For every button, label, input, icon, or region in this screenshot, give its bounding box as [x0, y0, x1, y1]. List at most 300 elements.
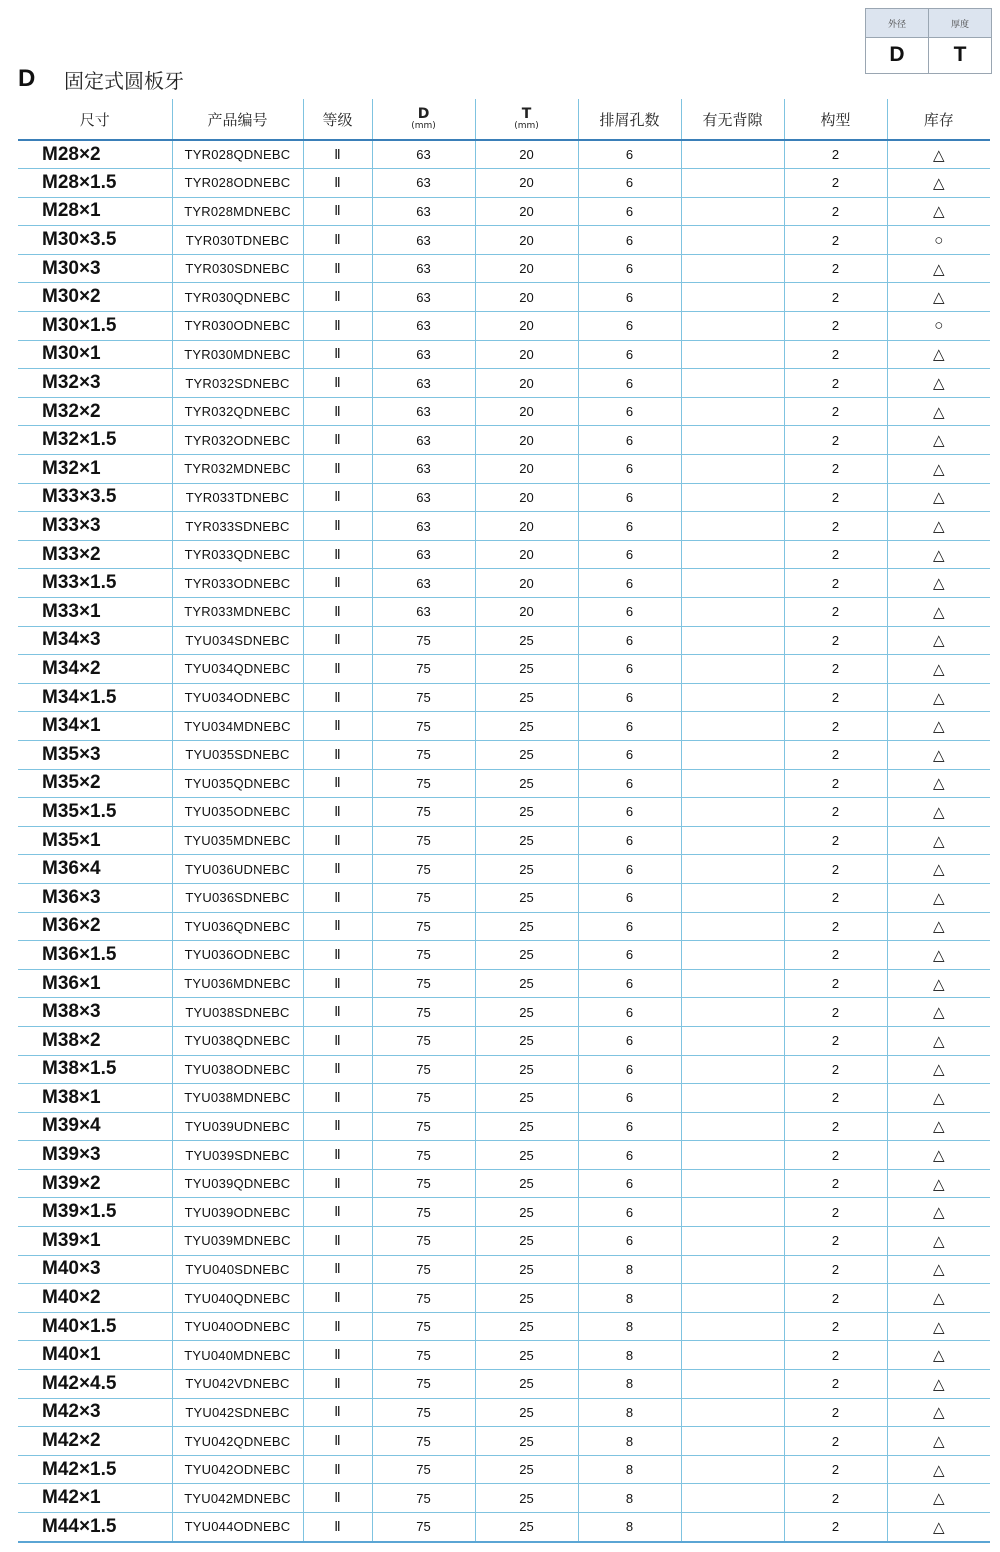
d-cell: 75 — [372, 769, 475, 798]
d-cell: 63 — [372, 455, 475, 484]
backlash-cell — [681, 969, 784, 998]
col-header-t — [475, 99, 578, 140]
size-cell: M33×3 — [18, 512, 172, 541]
size-cell: M42×1 — [18, 1484, 172, 1513]
table-row — [18, 455, 990, 484]
t-cell: 25 — [475, 1055, 578, 1084]
t-cell: 25 — [475, 1026, 578, 1055]
d-cell: 63 — [372, 483, 475, 512]
backlash-cell — [681, 1084, 784, 1113]
chip-holes-cell: 6 — [578, 683, 681, 712]
table-row — [18, 1513, 990, 1542]
grade-cell: Ⅱ — [303, 1370, 372, 1399]
chip-holes-cell: 6 — [578, 226, 681, 255]
t-cell: 20 — [475, 197, 578, 226]
stock-cell: △ — [887, 1112, 990, 1141]
backlash-cell — [681, 712, 784, 741]
chip-holes-cell: 6 — [578, 455, 681, 484]
table-header-row — [18, 99, 990, 140]
table-row — [18, 1398, 990, 1427]
type-cell: 2 — [784, 1055, 887, 1084]
stock-cell: △ — [887, 1284, 990, 1313]
grade-cell: Ⅱ — [303, 1427, 372, 1456]
stock-cell: △ — [887, 998, 990, 1027]
type-cell: 2 — [784, 455, 887, 484]
table-row — [18, 1112, 990, 1141]
table-row — [18, 540, 990, 569]
product-code-cell: TYU042SDNEBC — [172, 1398, 303, 1427]
d-cell: 75 — [372, 998, 475, 1027]
chip-holes-cell: 6 — [578, 1227, 681, 1256]
stock-cell: △ — [887, 740, 990, 769]
t-cell: 20 — [475, 512, 578, 541]
t-cell: 20 — [475, 369, 578, 398]
backlash-cell — [681, 683, 784, 712]
grade-cell: Ⅱ — [303, 912, 372, 941]
type-cell: 2 — [784, 512, 887, 541]
type-cell: 2 — [784, 197, 887, 226]
col-header-d — [372, 99, 475, 140]
grade-cell: Ⅱ — [303, 569, 372, 598]
d-cell: 75 — [372, 1312, 475, 1341]
dims-value-t: T — [953, 43, 967, 66]
type-cell: 2 — [784, 340, 887, 369]
product-code-cell: TYR032QDNEBC — [172, 397, 303, 426]
backlash-cell — [681, 1169, 784, 1198]
backlash-cell — [681, 455, 784, 484]
d-cell: 63 — [372, 312, 475, 341]
dimension-legend-box — [865, 8, 992, 74]
d-cell: 75 — [372, 855, 475, 884]
stock-cell: △ — [887, 340, 990, 369]
dims-divider — [928, 9, 929, 73]
backlash-cell — [681, 540, 784, 569]
table-row — [18, 283, 990, 312]
type-cell: 2 — [784, 1284, 887, 1313]
chip-holes-cell: 6 — [578, 312, 681, 341]
chip-holes-cell: 6 — [578, 254, 681, 283]
grade-cell: Ⅱ — [303, 1227, 372, 1256]
d-cell: 63 — [372, 426, 475, 455]
d-cell: 75 — [372, 1341, 475, 1370]
chip-holes-cell: 8 — [578, 1427, 681, 1456]
d-cell: 75 — [372, 1284, 475, 1313]
stock-cell: △ — [887, 1513, 990, 1542]
table-row — [18, 1198, 990, 1227]
type-cell: 2 — [784, 312, 887, 341]
type-cell: 2 — [784, 769, 887, 798]
size-cell: M28×1.5 — [18, 169, 172, 198]
t-cell: 25 — [475, 626, 578, 655]
chip-holes-cell: 6 — [578, 569, 681, 598]
product-code-cell: TYR030ODNEBC — [172, 312, 303, 341]
stock-cell: △ — [887, 798, 990, 827]
product-code-cell: TYR032ODNEBC — [172, 426, 303, 455]
t-cell: 25 — [475, 712, 578, 741]
grade-cell: Ⅱ — [303, 254, 372, 283]
size-cell: M28×2 — [18, 140, 172, 169]
stock-cell: △ — [887, 1141, 990, 1170]
table-row — [18, 483, 990, 512]
backlash-cell — [681, 1370, 784, 1399]
stock-cell: △ — [887, 1398, 990, 1427]
type-cell: 2 — [784, 798, 887, 827]
table-row — [18, 254, 990, 283]
d-cell: 75 — [372, 740, 475, 769]
chip-holes-cell: 6 — [578, 883, 681, 912]
grade-cell: Ⅱ — [303, 169, 372, 198]
type-cell: 2 — [784, 1484, 887, 1513]
table-row — [18, 598, 990, 627]
product-code-cell: TYU034ODNEBC — [172, 683, 303, 712]
t-cell: 25 — [475, 1255, 578, 1284]
product-code-cell: TYU038QDNEBC — [172, 1026, 303, 1055]
type-cell: 2 — [784, 397, 887, 426]
type-cell: 2 — [784, 1112, 887, 1141]
t-cell: 25 — [475, 912, 578, 941]
d-cell: 63 — [372, 512, 475, 541]
grade-cell: Ⅱ — [303, 740, 372, 769]
grade-cell: Ⅱ — [303, 1341, 372, 1370]
table-row — [18, 512, 990, 541]
backlash-cell — [681, 1112, 784, 1141]
stock-cell: △ — [887, 1084, 990, 1113]
product-code-cell: TYU044ODNEBC — [172, 1513, 303, 1542]
size-cell: M35×1.5 — [18, 798, 172, 827]
product-code-cell: TYU036SDNEBC — [172, 883, 303, 912]
t-cell: 20 — [475, 169, 578, 198]
product-code-cell: TYU040SDNEBC — [172, 1255, 303, 1284]
stock-cell: △ — [887, 169, 990, 198]
type-cell: 2 — [784, 1455, 887, 1484]
col-header-type: 构型 — [784, 99, 887, 140]
backlash-cell — [681, 369, 784, 398]
table-row — [18, 1284, 990, 1313]
size-cell: M38×1 — [18, 1084, 172, 1113]
grade-cell: Ⅱ — [303, 1255, 372, 1284]
stock-cell: △ — [887, 1198, 990, 1227]
product-code-cell: TYR033SDNEBC — [172, 512, 303, 541]
type-cell: 2 — [784, 569, 887, 598]
backlash-cell — [681, 312, 784, 341]
grade-cell: Ⅱ — [303, 1198, 372, 1227]
backlash-cell — [681, 254, 784, 283]
stock-cell: △ — [887, 197, 990, 226]
d-cell: 63 — [372, 569, 475, 598]
col-header-d-label: D — [417, 106, 430, 122]
chip-holes-cell: 6 — [578, 769, 681, 798]
size-cell: M40×1 — [18, 1341, 172, 1370]
backlash-cell — [681, 740, 784, 769]
chip-holes-cell: 6 — [578, 826, 681, 855]
size-cell: M32×1.5 — [18, 426, 172, 455]
grade-cell: Ⅱ — [303, 798, 372, 827]
grade-cell: Ⅱ — [303, 855, 372, 884]
size-cell: M34×1 — [18, 712, 172, 741]
d-cell: 63 — [372, 254, 475, 283]
table-row — [18, 569, 990, 598]
t-cell: 25 — [475, 1169, 578, 1198]
backlash-cell — [681, 798, 784, 827]
chip-holes-cell: 6 — [578, 1026, 681, 1055]
product-code-cell: TYR030QDNEBC — [172, 283, 303, 312]
t-cell: 20 — [475, 540, 578, 569]
grade-cell: Ⅱ — [303, 426, 372, 455]
d-cell: 63 — [372, 283, 475, 312]
backlash-cell — [681, 1398, 784, 1427]
backlash-cell — [681, 1312, 784, 1341]
backlash-cell — [681, 1284, 784, 1313]
backlash-cell — [681, 912, 784, 941]
grade-cell: Ⅱ — [303, 1169, 372, 1198]
size-cell: M34×2 — [18, 655, 172, 684]
t-cell: 20 — [475, 283, 578, 312]
backlash-cell — [681, 626, 784, 655]
t-cell: 25 — [475, 1427, 578, 1456]
t-cell: 20 — [475, 426, 578, 455]
col-header-d-unit: (mm) — [411, 121, 436, 131]
stock-cell: △ — [887, 540, 990, 569]
product-code-cell: TYU035ODNEBC — [172, 798, 303, 827]
t-cell: 25 — [475, 798, 578, 827]
t-cell: 25 — [475, 1312, 578, 1341]
d-cell: 75 — [372, 1169, 475, 1198]
product-code-cell: TYU042MDNEBC — [172, 1484, 303, 1513]
d-cell: 75 — [372, 1455, 475, 1484]
table-row — [18, 340, 990, 369]
size-cell: M33×3.5 — [18, 483, 172, 512]
d-cell: 75 — [372, 1398, 475, 1427]
backlash-cell — [681, 941, 784, 970]
t-cell: 20 — [475, 455, 578, 484]
size-cell: M40×2 — [18, 1284, 172, 1313]
grade-cell: Ⅱ — [303, 1312, 372, 1341]
grade-cell: Ⅱ — [303, 226, 372, 255]
product-code-cell: TYU038MDNEBC — [172, 1084, 303, 1113]
chip-holes-cell: 6 — [578, 798, 681, 827]
t-cell: 25 — [475, 683, 578, 712]
d-cell: 75 — [372, 1084, 475, 1113]
table-row — [18, 1455, 990, 1484]
chip-holes-cell: 6 — [578, 598, 681, 627]
type-cell: 2 — [784, 426, 887, 455]
chip-holes-cell: 8 — [578, 1341, 681, 1370]
grade-cell: Ⅱ — [303, 655, 372, 684]
chip-holes-cell: 6 — [578, 512, 681, 541]
size-cell: M30×1 — [18, 340, 172, 369]
col-header-stock: 库存 — [887, 99, 990, 140]
product-code-cell: TYU036ODNEBC — [172, 941, 303, 970]
col-header-chip-holes: 排屑孔数 — [578, 99, 681, 140]
product-code-cell: TYU039SDNEBC — [172, 1141, 303, 1170]
chip-holes-cell: 6 — [578, 540, 681, 569]
product-code-cell: TYR030TDNEBC — [172, 226, 303, 255]
dims-divider — [866, 37, 991, 38]
type-cell: 2 — [784, 283, 887, 312]
table-row — [18, 1055, 990, 1084]
size-cell: M35×2 — [18, 769, 172, 798]
table-row — [18, 226, 990, 255]
table-row — [18, 169, 990, 198]
size-cell: M32×1 — [18, 455, 172, 484]
t-cell: 20 — [475, 340, 578, 369]
type-cell: 2 — [784, 941, 887, 970]
d-cell: 75 — [372, 969, 475, 998]
t-cell: 20 — [475, 140, 578, 169]
type-cell: 2 — [784, 655, 887, 684]
stock-cell: △ — [887, 1255, 990, 1284]
grade-cell: Ⅱ — [303, 312, 372, 341]
stock-cell: △ — [887, 598, 990, 627]
size-cell: M42×1.5 — [18, 1455, 172, 1484]
stock-cell: △ — [887, 569, 990, 598]
size-cell: M42×3 — [18, 1398, 172, 1427]
type-cell: 2 — [784, 540, 887, 569]
size-cell: M35×1 — [18, 826, 172, 855]
t-cell: 25 — [475, 1141, 578, 1170]
stock-cell: ○ — [887, 312, 990, 341]
table-row — [18, 969, 990, 998]
grade-cell: Ⅱ — [303, 598, 372, 627]
backlash-cell — [681, 397, 784, 426]
chip-holes-cell: 6 — [578, 655, 681, 684]
size-cell: M40×3 — [18, 1255, 172, 1284]
stock-cell: ○ — [887, 226, 990, 255]
grade-cell: Ⅱ — [303, 283, 372, 312]
stock-cell: △ — [887, 855, 990, 884]
d-cell: 63 — [372, 169, 475, 198]
table-bottom-rule — [18, 1541, 990, 1543]
table-row — [18, 1227, 990, 1256]
product-code-cell: TYU035QDNEBC — [172, 769, 303, 798]
table-row — [18, 683, 990, 712]
product-code-cell: TYU034SDNEBC — [172, 626, 303, 655]
stock-cell: △ — [887, 969, 990, 998]
backlash-cell — [681, 483, 784, 512]
table-row — [18, 1255, 990, 1284]
backlash-cell — [681, 1227, 784, 1256]
chip-holes-cell: 6 — [578, 283, 681, 312]
table-row — [18, 1026, 990, 1055]
backlash-cell — [681, 655, 784, 684]
col-header-product-code: 产品编号 — [172, 99, 303, 140]
size-cell: M39×2 — [18, 1169, 172, 1198]
type-cell: 2 — [784, 254, 887, 283]
grade-cell: Ⅱ — [303, 969, 372, 998]
type-cell: 2 — [784, 1341, 887, 1370]
backlash-cell — [681, 1427, 784, 1456]
backlash-cell — [681, 1255, 784, 1284]
type-cell: 2 — [784, 1169, 887, 1198]
t-cell: 25 — [475, 855, 578, 884]
col-header-size: 尺寸 — [18, 99, 172, 140]
type-cell: 2 — [784, 1427, 887, 1456]
chip-holes-cell: 6 — [578, 1055, 681, 1084]
grade-cell: Ⅱ — [303, 397, 372, 426]
grade-cell: Ⅱ — [303, 1026, 372, 1055]
chip-holes-cell: 6 — [578, 1141, 681, 1170]
type-cell: 2 — [784, 1370, 887, 1399]
product-code-cell: TYR033MDNEBC — [172, 598, 303, 627]
chip-holes-cell: 6 — [578, 483, 681, 512]
chip-holes-cell: 8 — [578, 1284, 681, 1313]
product-code-cell: TYU036MDNEBC — [172, 969, 303, 998]
type-cell: 2 — [784, 626, 887, 655]
product-code-cell: TYU040ODNEBC — [172, 1312, 303, 1341]
stock-cell: △ — [887, 397, 990, 426]
product-code-cell: TYU035MDNEBC — [172, 826, 303, 855]
chip-holes-cell: 6 — [578, 340, 681, 369]
product-code-cell: TYR033TDNEBC — [172, 483, 303, 512]
d-cell: 75 — [372, 798, 475, 827]
size-cell: M44×1.5 — [18, 1513, 172, 1542]
grade-cell: Ⅱ — [303, 998, 372, 1027]
backlash-cell — [681, 1341, 784, 1370]
t-cell: 25 — [475, 998, 578, 1027]
size-cell: M30×3.5 — [18, 226, 172, 255]
d-cell: 75 — [372, 1227, 475, 1256]
table-row — [18, 1312, 990, 1341]
grade-cell: Ⅱ — [303, 1484, 372, 1513]
table-row — [18, 769, 990, 798]
grade-cell: Ⅱ — [303, 1513, 372, 1542]
stock-cell: △ — [887, 912, 990, 941]
t-cell: 20 — [475, 254, 578, 283]
product-code-cell: TYR032SDNEBC — [172, 369, 303, 398]
t-cell: 25 — [475, 655, 578, 684]
t-cell: 25 — [475, 1284, 578, 1313]
size-cell: M32×2 — [18, 397, 172, 426]
type-cell: 2 — [784, 855, 887, 884]
t-cell: 25 — [475, 969, 578, 998]
d-cell: 75 — [372, 1427, 475, 1456]
chip-holes-cell: 6 — [578, 1112, 681, 1141]
product-code-cell: TYR028MDNEBC — [172, 197, 303, 226]
size-cell: M33×2 — [18, 540, 172, 569]
size-cell: M40×1.5 — [18, 1312, 172, 1341]
type-cell: 2 — [784, 1255, 887, 1284]
table-row — [18, 998, 990, 1027]
d-cell: 75 — [372, 1026, 475, 1055]
size-cell: M42×4.5 — [18, 1370, 172, 1399]
type-cell: 2 — [784, 369, 887, 398]
backlash-cell — [681, 1513, 784, 1542]
product-code-cell: TYU039QDNEBC — [172, 1169, 303, 1198]
table-row — [18, 1427, 990, 1456]
t-cell: 25 — [475, 941, 578, 970]
d-cell: 63 — [372, 540, 475, 569]
product-code-cell: TYR028QDNEBC — [172, 140, 303, 169]
chip-holes-cell: 6 — [578, 855, 681, 884]
chip-holes-cell: 8 — [578, 1312, 681, 1341]
table-row — [18, 798, 990, 827]
t-cell: 25 — [475, 1370, 578, 1399]
table-row — [18, 312, 990, 341]
backlash-cell — [681, 1141, 784, 1170]
product-code-cell: TYU040MDNEBC — [172, 1341, 303, 1370]
section-name: 固定式圆板牙 — [64, 68, 184, 93]
size-cell: M39×1 — [18, 1227, 172, 1256]
col-header-backlash: 有无背隙 — [681, 99, 784, 140]
product-code-cell: TYU042ODNEBC — [172, 1455, 303, 1484]
size-cell: M39×3 — [18, 1141, 172, 1170]
type-cell: 2 — [784, 883, 887, 912]
type-cell: 2 — [784, 1198, 887, 1227]
chip-holes-cell: 6 — [578, 998, 681, 1027]
d-cell: 75 — [372, 883, 475, 912]
table-row — [18, 912, 990, 941]
t-cell: 25 — [475, 740, 578, 769]
